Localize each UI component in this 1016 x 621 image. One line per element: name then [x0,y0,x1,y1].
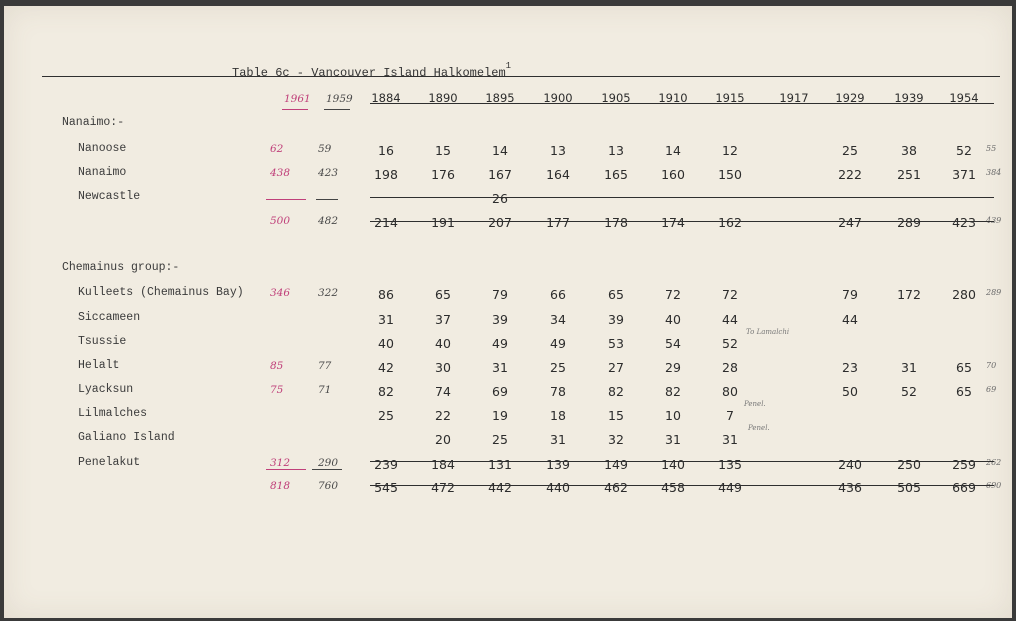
cell-galiano-1915: 31 [722,432,738,447]
cell-newcastle-1895: 26 [492,191,508,206]
cell-nan_total-1890: 191 [431,215,455,230]
cell-helalt-1954: 65 [956,360,972,375]
hand-1961-chem_total: 818 [270,480,291,492]
hand-year-underline-b [324,109,350,110]
year-header-1884: 1884 [371,91,401,105]
row-label-nanaimo: Nanaimo [78,166,127,179]
year-header-1917: 1917 [779,91,809,105]
cell-chem_total-1884: 545 [374,480,398,495]
hand-1959-nan_total: 482 [318,215,339,227]
cell-lilmalches-1915: 7 [726,408,734,423]
cell-siccameen-1915: 44 [722,312,738,327]
cell-lyacksun-1939: 52 [901,384,917,399]
year-header-1939: 1939 [894,91,924,105]
hand-1961-penelakut: 312 [270,457,291,469]
cell-helalt-1915: 28 [722,360,738,375]
cell-siccameen-1929: 44 [842,312,858,327]
cell-siccameen-1884: 31 [378,312,394,327]
cell-siccameen-1900: 34 [550,312,566,327]
cell-nanoose-1910: 14 [665,143,681,158]
nanaimo-total-rule [370,221,994,222]
cell-helalt-1890: 30 [435,360,451,375]
cell-tsussie-1905: 53 [608,336,624,351]
cell-lilmalches-1910: 10 [665,408,681,423]
cell-nan_total-1954: 423 [952,215,976,230]
hand-1959-nanoose: 59 [318,143,332,155]
year-header-1900: 1900 [543,91,573,105]
penelakut-rule [370,461,994,462]
title-footnote-mark: 1 [505,61,512,71]
cell-penelakut-1890: 184 [431,457,455,472]
note-lilmalches: Penel. [744,400,766,408]
cell-nanoose-1905: 13 [608,143,624,158]
hand-1954-revision-nanaimo: 384 [986,168,1002,177]
cell-lyacksun-1890: 74 [435,384,451,399]
cell-nan_total-1895: 207 [488,215,512,230]
cell-penelakut-1929: 240 [838,457,862,472]
cell-penelakut-1905: 149 [604,457,628,472]
cell-nanaimo-1890: 176 [431,167,455,182]
hand-1961-nan_total: 500 [270,215,291,227]
cell-kulleets-1915: 72 [722,287,738,302]
year-header-rule [370,103,994,104]
row-label-galiano: Galiano Island [78,431,175,444]
chemainus-total-rule [370,485,994,486]
year-header-1910: 1910 [658,91,688,105]
cell-kulleets-1954: 280 [952,287,976,302]
cell-nanoose-1890: 15 [435,143,451,158]
cell-lilmalches-1895: 19 [492,408,508,423]
cell-nanoose-1900: 13 [550,143,566,158]
year-header-1890: 1890 [428,91,458,105]
cell-nanaimo-1939: 251 [897,167,921,182]
cell-lilmalches-1884: 25 [378,408,394,423]
cell-nanaimo-1910: 160 [661,167,685,182]
hand-year-underline-a [282,109,308,110]
cell-helalt-1884: 42 [378,360,394,375]
year-header-1895: 1895 [485,91,515,105]
cell-lyacksun-1905: 82 [608,384,624,399]
cell-kulleets-1884: 86 [378,287,394,302]
cell-nanoose-1954: 52 [956,143,972,158]
cell-siccameen-1910: 40 [665,312,681,327]
hand-1954-revision-nan_total: 439 [986,216,1002,225]
cell-lilmalches-1900: 18 [550,408,566,423]
cell-nan_total-1884: 214 [374,215,398,230]
cell-nan_total-1915: 162 [718,215,742,230]
hand-1959-lyacksun: 71 [318,384,332,396]
cell-chem_total-1890: 472 [431,480,455,495]
hand-total-rule-c [266,469,306,470]
cell-lyacksun-1895: 69 [492,384,508,399]
cell-kulleets-1905: 65 [608,287,624,302]
cell-penelakut-1910: 140 [661,457,685,472]
hand-1959-kulleets: 322 [318,287,339,299]
cell-penelakut-1939: 250 [897,457,921,472]
hand-1959-chem_total: 760 [318,480,339,492]
hand-1961-nanoose: 62 [270,143,284,155]
cell-lyacksun-1900: 78 [550,384,566,399]
cell-nan_total-1905: 178 [604,215,628,230]
hand-1959-helalt: 77 [318,360,332,372]
hand-1954-revision-lyacksun: 69 [986,385,997,394]
hand-1954-revision-penelakut: 262 [986,458,1002,467]
cell-nanaimo-1900: 164 [546,167,570,182]
hand-total-rule-a [266,199,306,200]
cell-nanaimo-1954: 371 [952,167,976,182]
cell-tsussie-1900: 49 [550,336,566,351]
hand-1961-nanaimo: 438 [270,167,291,179]
cell-helalt-1905: 27 [608,360,624,375]
hand-total-rule-b [316,199,338,200]
hand-1959-penelakut: 290 [318,457,339,469]
cell-tsussie-1910: 54 [665,336,681,351]
cell-chem_total-1900: 440 [546,480,570,495]
row-label-helalt: Helalt [78,359,120,372]
cell-kulleets-1929: 79 [842,287,858,302]
year-header-1929: 1929 [835,91,865,105]
cell-chem_total-1910: 458 [661,480,685,495]
cell-kulleets-1895: 79 [492,287,508,302]
hand-year-1959: 1959 [326,93,353,105]
cell-helalt-1939: 31 [901,360,917,375]
cell-siccameen-1905: 39 [608,312,624,327]
hand-1961-lyacksun: 75 [270,384,284,396]
document-sheet [4,6,1012,618]
cell-lilmalches-1890: 22 [435,408,451,423]
cell-tsussie-1895: 49 [492,336,508,351]
cell-chem_total-1905: 462 [604,480,628,495]
newcastle-rule [370,197,994,198]
cell-siccameen-1890: 37 [435,312,451,327]
note-galiano: Penel. [748,424,770,432]
cell-nanoose-1939: 38 [901,143,917,158]
cell-galiano-1895: 25 [492,432,508,447]
hand-1961-helalt: 85 [270,360,284,372]
cell-siccameen-1895: 39 [492,312,508,327]
row-label-siccameen: Siccameen [78,311,141,324]
hand-total-rule-d [312,469,342,470]
cell-chem_total-1929: 436 [838,480,862,495]
cell-lyacksun-1915: 80 [722,384,738,399]
row-label-penelakut: Penelakut [78,456,141,469]
note-tsussie: To Lamalchi [746,328,790,336]
cell-nanaimo-1884: 198 [374,167,398,182]
row-label-nanoose: Nanoose [78,142,127,155]
hand-1954-revision-chem_total: 690 [986,481,1002,490]
row-label-lilmalches: Lilmalches [78,407,148,420]
cell-nan_total-1929: 247 [838,215,862,230]
cell-nanoose-1895: 14 [492,143,508,158]
row-label-tsussie: Tsussie [78,335,127,348]
cell-galiano-1900: 31 [550,432,566,447]
cell-tsussie-1890: 40 [435,336,451,351]
hand-1954-revision-nanoose: 55 [986,144,997,153]
cell-penelakut-1954: 259 [952,457,976,472]
row-label-kulleets: Kulleets (Chemainus Bay) [78,286,244,299]
cell-kulleets-1910: 72 [665,287,681,302]
table-title-text: Table 6c - Vancouver Island Halkomelem [232,66,506,80]
cell-kulleets-1900: 66 [550,287,566,302]
cell-nan_total-1939: 289 [897,215,921,230]
cell-chem_total-1895: 442 [488,480,512,495]
hand-1954-revision-helalt: 70 [986,361,997,370]
cell-lyacksun-1884: 82 [378,384,394,399]
cell-nanaimo-1929: 222 [838,167,862,182]
cell-nanoose-1915: 12 [722,143,738,158]
cell-helalt-1910: 29 [665,360,681,375]
cell-nanaimo-1915: 150 [718,167,742,182]
title-rule [42,76,1000,77]
cell-kulleets-1939: 172 [897,287,921,302]
cell-penelakut-1900: 139 [546,457,570,472]
cell-chem_total-1939: 505 [897,480,921,495]
cell-lyacksun-1954: 65 [956,384,972,399]
cell-nanaimo-1895: 167 [488,167,512,182]
cell-nanoose-1929: 25 [842,143,858,158]
cell-nanaimo-1905: 165 [604,167,628,182]
cell-helalt-1895: 31 [492,360,508,375]
cell-chem_total-1915: 449 [718,480,742,495]
year-header-1915: 1915 [715,91,745,105]
cell-lyacksun-1910: 82 [665,384,681,399]
year-header-1954: 1954 [949,91,979,105]
cell-nan_total-1910: 174 [661,215,685,230]
cell-chem_total-1954: 669 [952,480,976,495]
cell-tsussie-1884: 40 [378,336,394,351]
table-title [232,61,512,80]
hand-1954-revision-kulleets: 289 [986,288,1002,297]
cell-lilmalches-1905: 15 [608,408,624,423]
cell-galiano-1890: 20 [435,432,451,447]
cell-penelakut-1895: 131 [488,457,512,472]
cell-kulleets-1890: 65 [435,287,451,302]
cell-tsussie-1915: 52 [722,336,738,351]
cell-penelakut-1915: 135 [718,457,742,472]
cell-galiano-1905: 32 [608,432,624,447]
row-label-newcastle: Newcastle [78,190,141,203]
cell-nan_total-1900: 177 [546,215,570,230]
cell-lyacksun-1929: 50 [842,384,858,399]
group-label-nanaimo: Nanaimo:- [62,116,125,129]
group-label-chemainus: Chemainus group:- [62,261,180,274]
cell-helalt-1900: 25 [550,360,566,375]
hand-1961-kulleets: 346 [270,287,291,299]
row-label-lyacksun: Lyacksun [78,383,134,396]
cell-penelakut-1884: 239 [374,457,398,472]
hand-1959-nanaimo: 423 [318,167,339,179]
year-header-1905: 1905 [601,91,631,105]
cell-galiano-1910: 31 [665,432,681,447]
cell-nanoose-1884: 16 [378,143,394,158]
cell-helalt-1929: 23 [842,360,858,375]
hand-year-1961: 1961 [284,93,311,105]
